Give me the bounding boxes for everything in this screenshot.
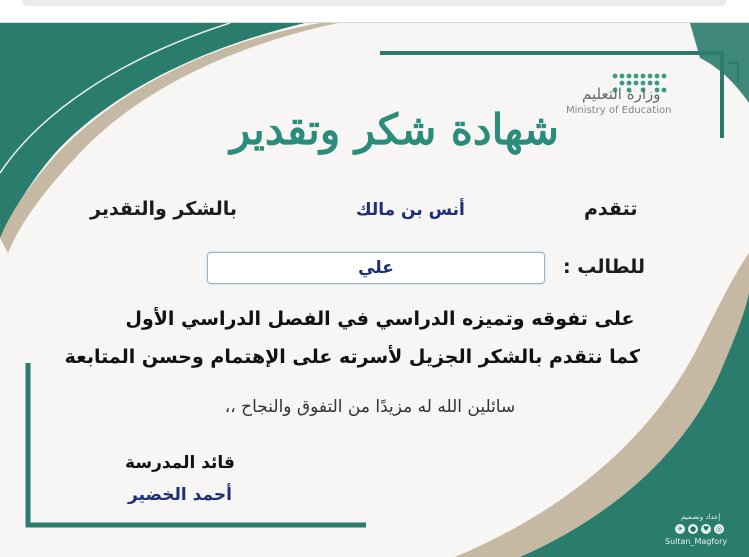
snapchat-icon[interactable]: ● — [689, 525, 697, 533]
telegram-icon[interactable]: ✈ — [675, 524, 685, 534]
student-label: للطالب : — [563, 256, 645, 278]
body-line-3: سائلين الله له مزيدًا من التفوق والنجاح ،، — [224, 397, 516, 417]
ministry-name-arabic: وزارة التعليم — [582, 85, 661, 103]
certificate-title: شهادة شكر وتقدير — [230, 105, 559, 154]
thanks-label: بالشكر والتقدير — [90, 198, 238, 220]
ministry-name-english: Ministry of Education — [566, 105, 672, 116]
browser-top-bar — [0, 0, 749, 22]
top-right-teal-edge — [690, 23, 749, 103]
signature-name: أحمد الخضير — [128, 485, 232, 505]
student-name: علي — [358, 258, 394, 278]
credit-handle: Sultan_Magfory — [665, 537, 728, 546]
social-icons — [675, 524, 735, 536]
instagram-icon[interactable]: ◎ — [715, 525, 723, 533]
certificate — [0, 23, 749, 557]
body-line-1: على تفوقه وتميزه الدراسي في الفصل الدراسي الأول — [125, 308, 635, 330]
presenter-name: أنس بن مالك — [356, 200, 465, 220]
student-name-field[interactable] — [207, 252, 545, 284]
designer-credit — [663, 513, 743, 553]
credit-label: إعداد وتصميم — [681, 513, 721, 521]
signature-title: قائد المدرسة — [125, 453, 235, 473]
twitter-icon[interactable]: ♥ — [702, 525, 710, 533]
presents-label: تتقدم — [584, 198, 638, 220]
top-bar-handle — [22, 0, 727, 6]
body-line-2: كما نتقدم بالشكر الجزيل لأسرته على الإهتمام وحسن المتابعة — [64, 346, 640, 368]
